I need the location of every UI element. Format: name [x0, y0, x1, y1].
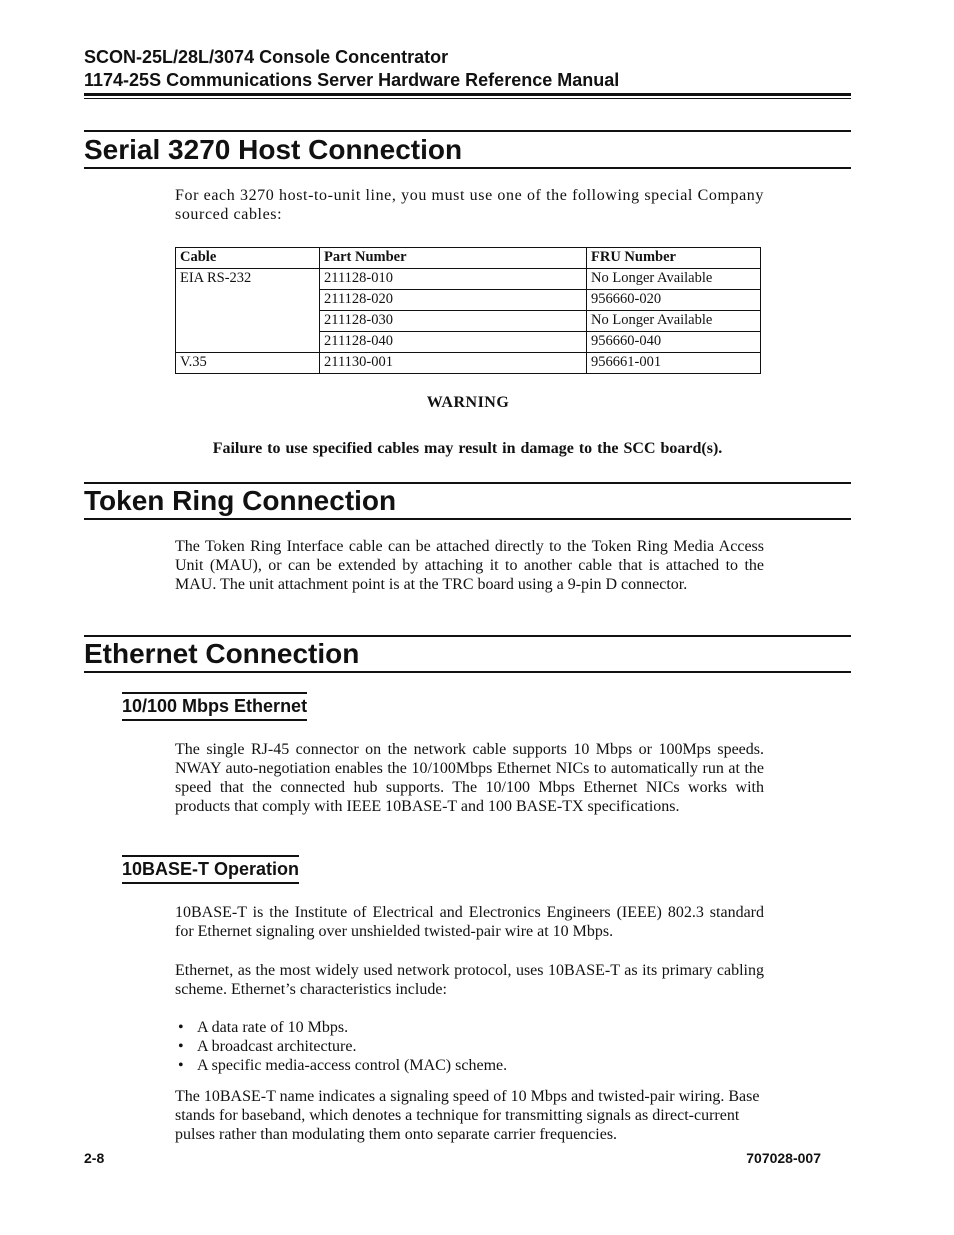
- 10base-t-paragraph-3: The 10BASE-T name indicates a signaling speed of 10 Mbps and twisted-pair wiring. Base stands for baseband, which denotes a technique for transmitting signals as direct-current pulses rather than modulating them onto separate carrier frequencies.: [175, 1088, 760, 1143]
- list-item: • A data rate of 10 Mbps.: [175, 1018, 764, 1037]
- cell-part-number: 211128-020: [320, 290, 587, 311]
- warning-title: WARNING: [426, 394, 510, 411]
- 10base-t-paragraph-1: 10BASE-T is the Institute of Electrical and Electronics Engineers (IEEE) 802.3 standard for Ethernet signaling over unshielded twisted-pair wire at 10 Mbps.: [175, 904, 764, 940]
- running-header-title: SCON-25L/28L/3074 Console Concentrator: [84, 47, 449, 67]
- running-header-subtitle: 1174-25S Communications Server Hardware Reference Manual: [84, 70, 620, 90]
- section-rule-top: [84, 130, 851, 132]
- characteristics-list: [175, 1018, 764, 1075]
- subsection-title: 10/100 Mbps Ethernet: [122, 692, 307, 721]
- subsection-heading-10-100: [122, 692, 307, 721]
- serial-intro-paragraph: For each 3270 host-to-unit line, you must use one of the following special Company sourced cables:: [175, 187, 764, 223]
- column-header-cable: Cable: [176, 248, 320, 269]
- cell-fru-number: No Longer Available: [587, 269, 761, 290]
- section-title-token-ring: Token Ring Connection: [84, 485, 397, 516]
- section-rule-bottom: [84, 518, 851, 520]
- column-header-part-number: Part Number: [320, 248, 587, 269]
- cell-part-number: 211130-001: [320, 353, 587, 374]
- table-header-row: [176, 248, 761, 269]
- list-item: • A broadcast architecture.: [175, 1037, 764, 1056]
- table-row: [176, 269, 761, 290]
- document-number: 707028-007: [746, 1150, 821, 1166]
- cell-part-number: 211128-030: [320, 311, 587, 332]
- cell-cable: EIA RS-232: [176, 269, 320, 353]
- header-rule-thick: [84, 93, 851, 96]
- cell-part-number: 211128-010: [320, 269, 587, 290]
- table-row: [176, 353, 761, 374]
- list-item: • A specific media-access control (MAC) scheme.: [175, 1056, 764, 1075]
- 10base-t-paragraph-2: Ethernet, as the most widely used network protocol, uses 10BASE-T as its primary cabling scheme. Ethernet’s characteristics include:: [175, 962, 764, 998]
- cell-fru-number: No Longer Available: [587, 311, 761, 332]
- cell-part-number: 211128-040: [320, 332, 587, 353]
- ethernet-10-100-paragraph: The single RJ-45 connector on the network cable supports 10 Mbps or 100Mps speeds. NWAY auto-negotiation enables the 10/100Mbps Ethernet NICs to automatically run at the speed that the connected hub supports. The 10/100 Mbps Ethernet NICs works with products that comply with IEEE 10BASE-T and 100 BASE-TX specifications.: [175, 741, 764, 815]
- section-rule-top: [84, 635, 851, 637]
- page-number: 2-8: [84, 1150, 105, 1166]
- cell-cable: V.35: [176, 353, 320, 374]
- cable-table: [175, 247, 761, 374]
- section-title-serial: Serial 3270 Host Connection: [84, 134, 463, 165]
- warning-text: Failure to use specified cables may result in damage to the SCC board(s).: [212, 440, 723, 457]
- section-rule-top: [84, 482, 851, 484]
- header-rule-thin: [84, 98, 851, 99]
- section-title-ethernet: Ethernet Connection: [84, 638, 360, 669]
- cell-fru-number: 956660-040: [587, 332, 761, 353]
- token-ring-paragraph: The Token Ring Interface cable can be attached directly to the Token Ring Media Access Unit (MAU), or can be extended by attaching it to another cable that is attached to the MAU. The unit attachment point is at the TRC board using a 9-pin D connector.: [175, 538, 764, 593]
- column-header-fru-number: FRU Number: [587, 248, 761, 269]
- cell-fru-number: 956661-001: [587, 353, 761, 374]
- cell-fru-number: 956660-020: [587, 290, 761, 311]
- subsection-heading-10base-t: [122, 855, 299, 884]
- subsection-title: 10BASE-T Operation: [122, 855, 299, 884]
- section-rule-bottom: [84, 167, 851, 169]
- section-rule-bottom: [84, 671, 851, 673]
